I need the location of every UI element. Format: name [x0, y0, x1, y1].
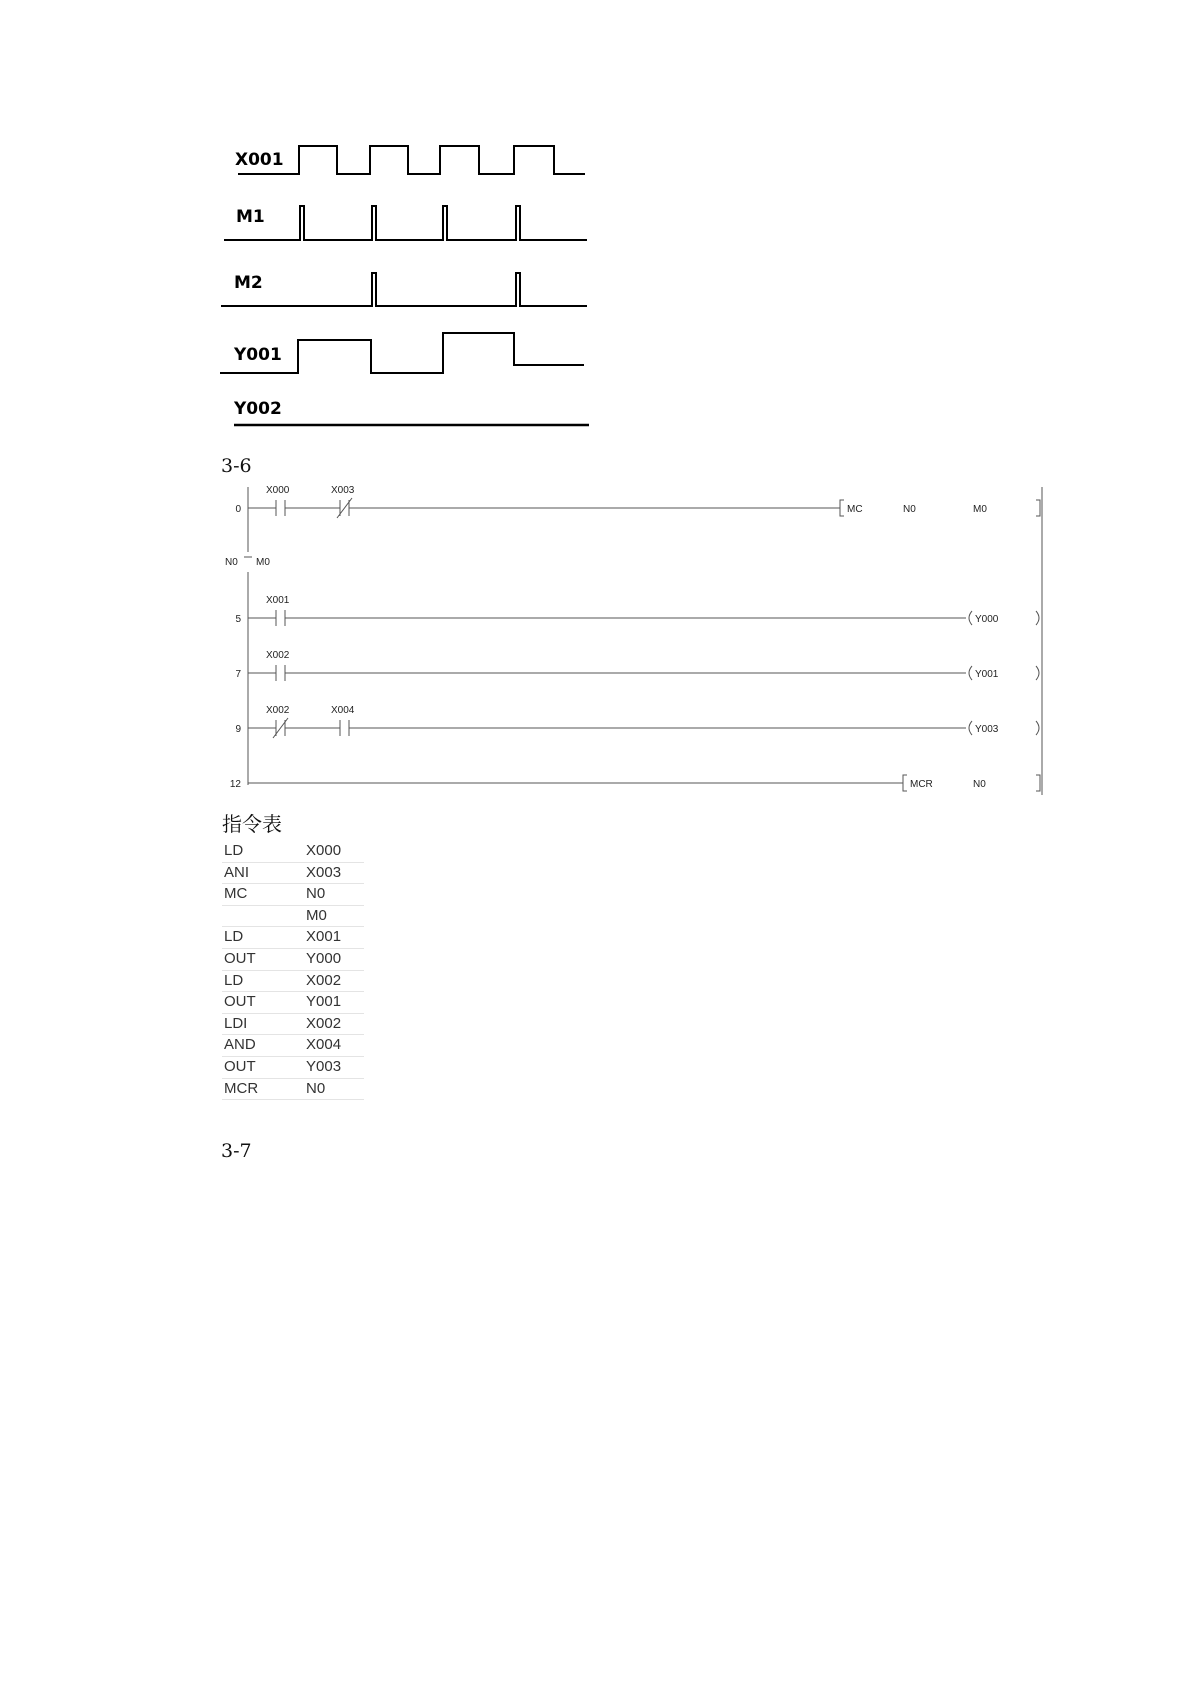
signal-label-m2: M2 — [234, 273, 263, 293]
mcr-nest-arg: N0 — [973, 779, 986, 790]
table-row — [222, 1078, 364, 1100]
mc-nest-arg: N0 — [903, 504, 916, 515]
operand-cell: X002 — [304, 970, 364, 992]
table-row — [222, 948, 364, 970]
signal-label-y002: Y002 — [234, 399, 282, 419]
opcode-cell: AND — [222, 1035, 304, 1057]
table-row — [222, 884, 364, 906]
signal-label-x001: X001 — [235, 150, 284, 170]
opcode-cell: ANI — [222, 862, 304, 884]
rung-step-0: 0 — [235, 504, 241, 515]
contact-label-x002-nc: X002 — [266, 705, 290, 716]
rung-step-7: 7 — [235, 669, 241, 680]
contact-label-x000: X000 — [266, 485, 290, 496]
mc-branch-relay-label: M0 — [256, 557, 270, 568]
signal-label-y001: Y001 — [234, 345, 282, 365]
instruction-list-table — [222, 841, 364, 1100]
contact-label-x002: X002 — [266, 650, 290, 661]
mcr-instruction: MCR — [910, 779, 933, 790]
section-label-3-7: 3-7 — [221, 1140, 252, 1162]
table-row — [222, 927, 364, 949]
mc-branch-nest-label: N0 — [225, 557, 238, 568]
opcode-cell: LD — [222, 927, 304, 949]
operand-cell: X002 — [304, 1013, 364, 1035]
contact-label-x001: X001 — [266, 595, 290, 606]
rung-step-5: 5 — [235, 614, 241, 625]
table-row — [222, 1035, 364, 1057]
table-row — [222, 841, 364, 862]
table-row — [222, 1013, 364, 1035]
operand-cell: M0 — [304, 905, 364, 927]
contact-label-x003: X003 — [331, 485, 355, 496]
opcode-cell: MCR — [222, 1078, 304, 1100]
opcode-cell: LD — [222, 841, 304, 862]
table-row — [222, 970, 364, 992]
opcode-cell: MC — [222, 884, 304, 906]
operand-cell: Y001 — [304, 992, 364, 1014]
operand-cell: Y003 — [304, 1056, 364, 1078]
table-row — [222, 862, 364, 884]
mc-instruction: MC — [847, 504, 863, 515]
table-row — [222, 905, 364, 927]
coil-label-y003: Y003 — [975, 724, 999, 735]
rung-step-12: 12 — [229, 779, 241, 790]
opcode-cell — [222, 905, 304, 927]
signal-label-m1: M1 — [236, 207, 265, 227]
operand-cell: N0 — [304, 1078, 364, 1100]
contact-label-x004: X004 — [331, 705, 355, 716]
coil-label-y001: Y001 — [975, 669, 999, 680]
mc-relay-arg: M0 — [973, 504, 987, 515]
opcode-cell: LD — [222, 970, 304, 992]
section-label-3-6: 3-6 — [221, 455, 252, 477]
opcode-cell: OUT — [222, 992, 304, 1014]
operand-cell: N0 — [304, 884, 364, 906]
instruction-list-title: 指令表 — [222, 812, 282, 836]
opcode-cell: OUT — [222, 1056, 304, 1078]
operand-cell: X004 — [304, 1035, 364, 1057]
operand-cell: Y000 — [304, 948, 364, 970]
opcode-cell: OUT — [222, 948, 304, 970]
operand-cell: X003 — [304, 862, 364, 884]
rung-step-9: 9 — [235, 724, 241, 735]
ladder-diagram — [0, 0, 1191, 810]
table-row — [222, 1056, 364, 1078]
opcode-cell: LDI — [222, 1013, 304, 1035]
coil-label-y000: Y000 — [975, 614, 999, 625]
operand-cell: X000 — [304, 841, 364, 862]
table-row — [222, 992, 364, 1014]
operand-cell: X001 — [304, 927, 364, 949]
